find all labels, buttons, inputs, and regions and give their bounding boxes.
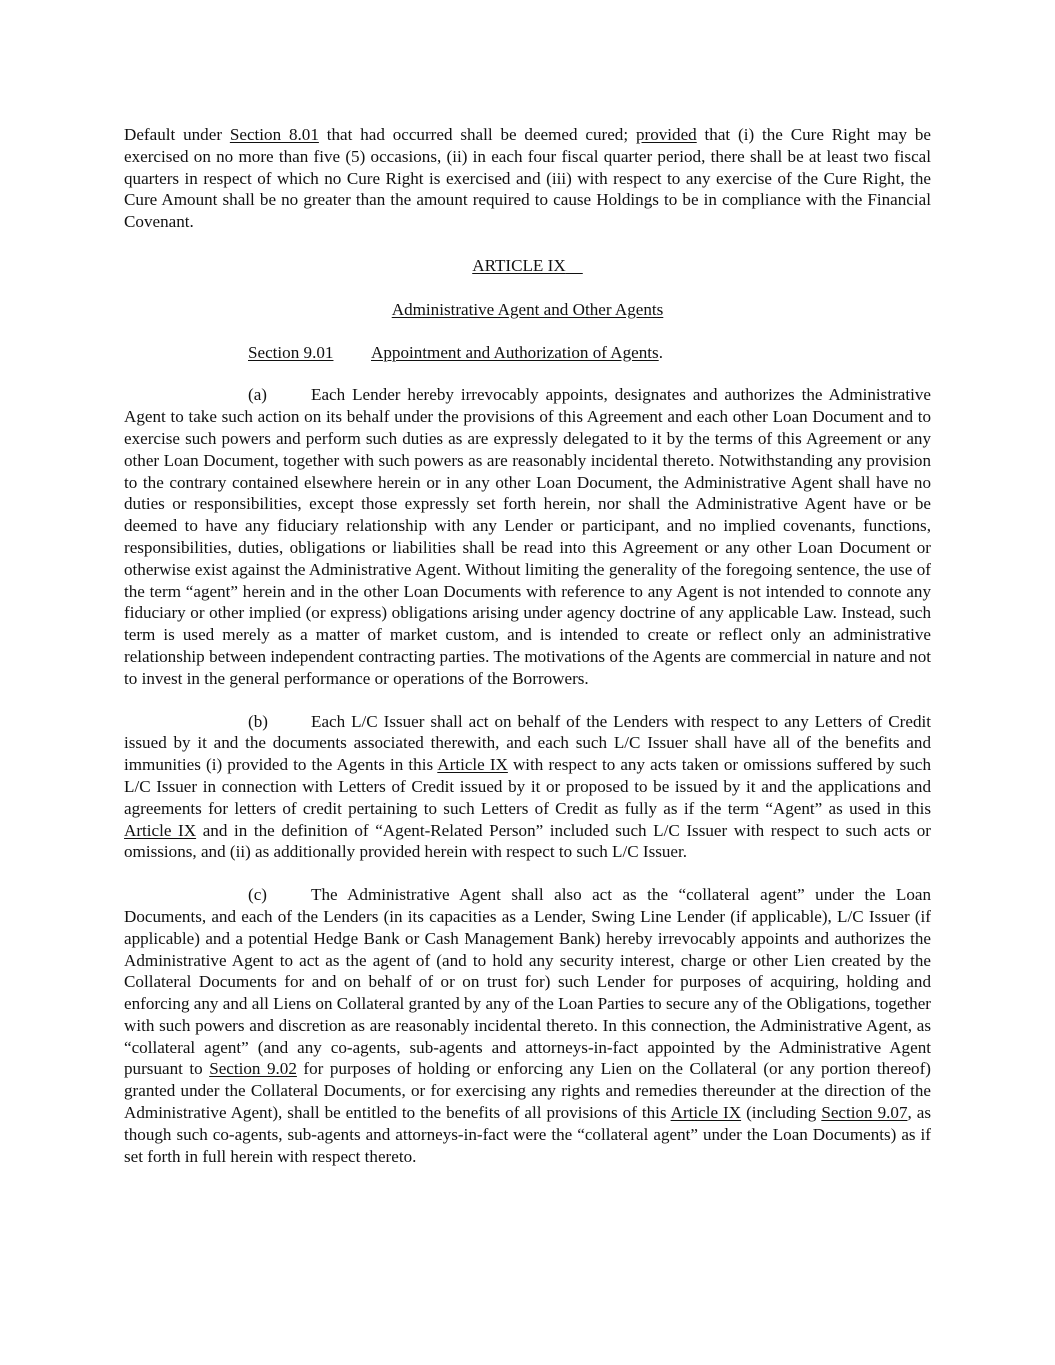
section-9-07-reference: Section 9.07: [821, 1103, 908, 1123]
paragraph-b-text-3: and in the definition of “Agent-Related Person” included such L/C Issuer with respect to such acts or omissions, and (ii) as additionally provided herein with respect to such L/C Issuer.: [124, 820, 931, 862]
article-title: ARTICLE IX: [472, 255, 566, 275]
section-9-02-reference: Section 9.02: [209, 1059, 297, 1079]
paragraph-a: [124, 384, 931, 689]
intro-text-1: Default under: [124, 125, 230, 144]
section-heading: [124, 342, 931, 364]
section-title: Appointment and Authorization of Agents: [371, 342, 659, 362]
article-ix-reference: Article IX: [124, 820, 197, 840]
article-ix-reference: Article IX: [437, 755, 508, 775]
paragraph-c-text-2: for purposes of holding or enforcing any Lien on the Collateral (or any portion thereof) granted under the Collateral Documents, or for exercising any rights and remedies thereunder at the direction of the Administrative Agent), shall be entitled to the benefits of all provisions of this: [124, 1059, 931, 1123]
paragraph-b-text-2: with respect to any acts taken or omissions suffered by such L/C Issuer in connection with Letters of Credit issued by it or proposed to be issued by it and the applications and agreements for letters of credit pertaining to such Letters of Credit as fully as if the term “Agent” as used in this: [124, 755, 931, 818]
provided-term: provided: [635, 125, 697, 144]
paragraph-b-text-1: Each L/C Issuer shall act on behalf of the Lenders with respect to any Letters of Credit issued by it and the documents associated therewith, and each such L/C Issuer shall have all of the benefits and immunities (i) provided to the Agents in this: [124, 711, 931, 775]
article-heading: [124, 255, 931, 277]
paragraph-c: [124, 884, 931, 1167]
article-subtitle-line: [124, 299, 931, 321]
section-number: Section 9.01: [248, 342, 334, 362]
paragraph-c-label: (c): [248, 885, 267, 905]
intro-text-3: that (i) the Cure Right may be exercised on no more than five (5) occasions, (ii) in each four fiscal quarter period, there shall be at least two fiscal quarters in respect of which no Cure Right is exercised and (iii) with respect to any exercise of the Cure Right, the Cure Amount shall be no greater than the amount required to cause Holdings to be in compliance with the Financial Covenant.: [124, 125, 931, 232]
section-title-period: .: [658, 342, 663, 362]
paragraph-a-text: Each Lender hereby irrevocably appoints, designates and authorizes the Administrative Agent to take such action on its behalf under the provisions of this Agreement and each other Loan Document and to exercise such powers and perform such duties as are expressly delegated to it by the terms of this Agreement or any other Loan Document, together with such powers as are reasonably incidental thereto. Notwithstanding any provision to the contrary contained elsewhere herein or in any other Loan Document, the Administrative Agent shall have no duties or responsibilities, except those expressly set forth herein, nor shall the Administrative Agent have or be deemed to have any fiduciary relationship with any Lender or participant, and no implied covenants, functions, responsibilities, duties, obligations or liabilities shall be read into this Agreement or any other Loan Document or otherwise exist against the Administrative Agent. Without limiting the generality of the foregoing sentence, the use of the term “agent” herein and in the other Loan Documents with reference to any Agent is not intended to connote any fiduciary or other implied (or express) obligations arising under agency doctrine of any applicable Law. Instead, such term is used merely as a matter of market custom, and is intended to create or reflect only an administrative relationship between independent contracting parties. The motivations of the Agents are commercial in nature and not to invest in the general performance or operations of the Borrowers.: [124, 385, 931, 688]
paragraph-a-label: (a): [248, 385, 267, 405]
section-8-01-reference: Section 8.01: [229, 125, 319, 144]
paragraph-b-label: (b): [248, 711, 268, 731]
intro-paragraph: [124, 124, 931, 233]
intro-text-2: that had occurred shall be deemed cured;: [318, 125, 636, 144]
article-ix-reference: Article IX: [670, 1103, 742, 1123]
document-page: [124, 124, 931, 1167]
article-subtitle: Administrative Agent and Other Agents: [391, 299, 664, 319]
paragraph-b: [124, 711, 931, 864]
paragraph-c-text-1: The Administrative Agent shall also act as the “collateral agent” under the Loan Documents, and each of the Lenders (in its capacities as a Lender, Swing Line Lender (if applicable), L/C Issuer (if applicable) and a potential Hedge Bank or Cash Management Bank) hereby irrevocably appoints and authorizes the Administrative Agent to act as the agent of (and to hold any security interest, charge or other Lien created by the Collateral Documents for and on behalf of or on trust for) such Lender for purposes of acquiring, holding and enforcing any and all Liens on Collateral granted by any of the Loan Parties to secure any of the Obligations, together with such powers and discretion as are reasonably incidental thereto. In this connection, the Administrative Agent, as “collateral agent” (and any co-agents, sub-agents and attorneys-in-fact appointed by the Administrative Agent pursuant to: [124, 885, 931, 1079]
paragraph-c-text-3: (including: [741, 1103, 822, 1123]
paragraph-c-text-4: , as though such co-agents, sub-agents and attorneys-in-fact were the “collateral agent” under the Loan Documents) as if set forth in full herein with respect thereto.: [124, 1103, 931, 1166]
